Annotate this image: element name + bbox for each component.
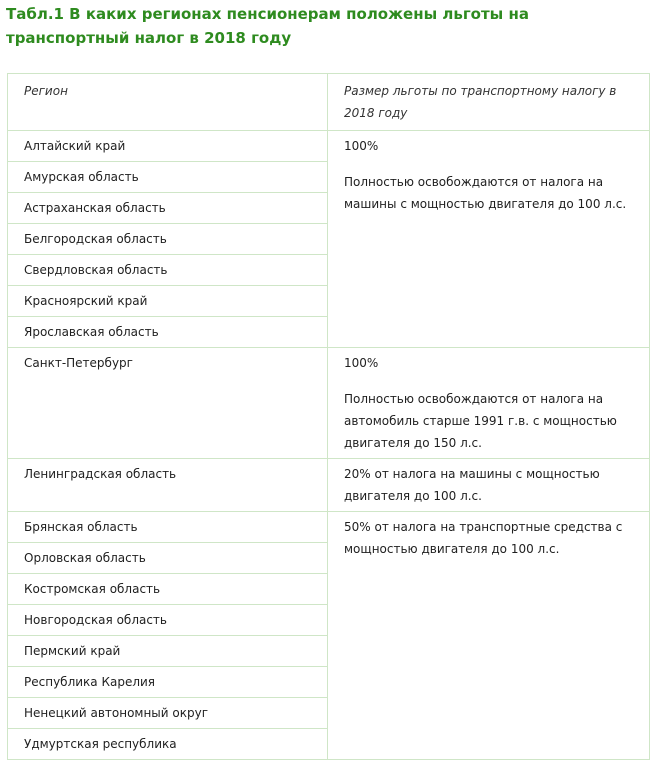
benefits-table [7,73,650,760]
region-cell: Алтайский край [8,131,328,162]
region-cell: Республика Карелия [8,667,328,698]
region-cell: Новгородская область [8,605,328,636]
region-cell: Красноярский край [8,286,328,317]
region-cell: Ярославская область [8,317,328,348]
table-row [8,348,650,459]
header-benefit: Размер льготы по транспортному налогу в 2018 году [328,74,650,131]
region-cell: Белгородская область [8,224,328,255]
region-cell: Свердловская область [8,255,328,286]
region-cell: Ленинградская область [8,459,328,512]
region-cell: Костромская область [8,574,328,605]
benefit-percent: 100% [344,356,379,370]
benefit-cell [328,512,650,760]
benefit-cell [328,459,650,512]
region-cell: Удмуртская республика [8,729,328,760]
region-cell: Брянская область [8,512,328,543]
region-cell: Орловская область [8,543,328,574]
table-row [8,459,650,512]
region-cell: Пермский край [8,636,328,667]
region-cell: Ненецкий автономный округ [8,698,328,729]
region-cell: Санкт-Петербург [8,348,328,459]
header-region: Регион [8,74,328,131]
region-cell: Астраханская область [8,193,328,224]
benefit-description: Полностью освобождаются от налога на автомобиль старше 1991 г.в. с мощностью двигателя до 150 л.с. [344,392,617,450]
benefit-cell [328,348,650,459]
table-title: Табл.1 В каких регионах пенсионерам положены льготы на транспортный налог в 2018 году [6,5,529,47]
table-row [8,512,650,543]
table-header-row [8,74,650,131]
region-cell: Амурская область [8,162,328,193]
benefit-cell [328,131,650,348]
benefit-description: 50% от налога на транспортные средства с мощностью двигателя до 100 л.с. [344,520,623,556]
benefit-percent: 100% [344,139,379,153]
table-row [8,131,650,162]
benefit-description: Полностью освобождаются от налога на машины с мощностью двигателя до 100 л.с. [344,175,627,211]
benefit-description: 20% от налога на машины с мощностью двигателя до 100 л.с. [344,467,600,503]
